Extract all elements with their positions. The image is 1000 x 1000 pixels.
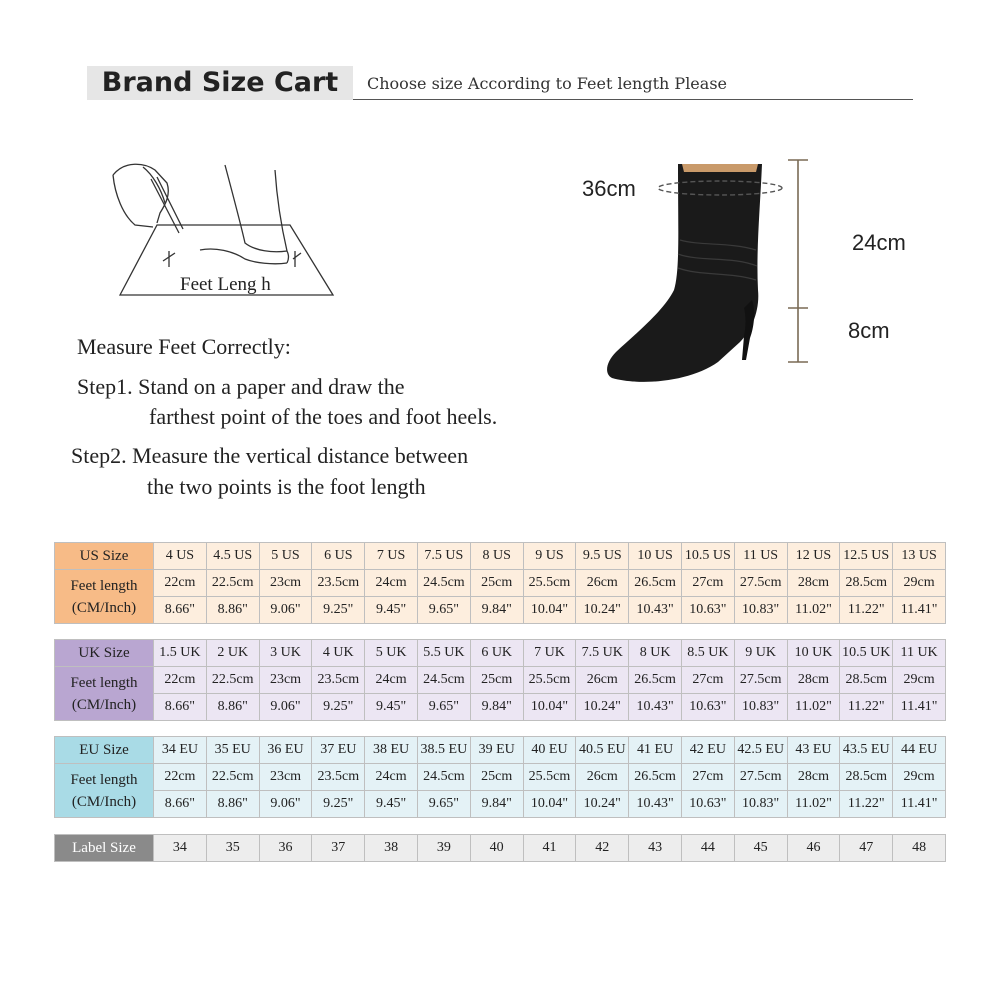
us-inch-cell: 10.63" (681, 597, 734, 624)
uk-size-cell: 9 UK (734, 640, 787, 667)
us-inch-cell: 9.06" (259, 597, 312, 624)
uk-cm-row (55, 667, 946, 694)
uk-cm-cell: 27cm (681, 667, 734, 694)
eu-size-cell: 36 EU (259, 737, 312, 764)
us-inch-cell: 8.66" (154, 597, 207, 624)
step1-line2: farthest point of the toes and foot heels. (149, 404, 498, 429)
eu-cm-cell: 29cm (893, 764, 946, 791)
uk-size-header: UK Size (55, 640, 154, 667)
us-cm-cell: 29cm (893, 570, 946, 597)
eu-size-cell: 42 EU (681, 737, 734, 764)
uk-size-cell: 5.5 UK (417, 640, 470, 667)
us-inch-cell: 10.24" (576, 597, 629, 624)
eu-size-cell: 35 EU (206, 737, 259, 764)
eu-size-cell: 43.5 EU (840, 737, 893, 764)
label-size-cell: 39 (417, 835, 470, 862)
eu-inch-cell: 9.45" (365, 791, 418, 818)
uk-inch-cell: 10.24" (576, 694, 629, 721)
uk-cm-cell: 25.5cm (523, 667, 576, 694)
us-size-cell: 10.5 US (681, 543, 734, 570)
us-cm-cell: 24.5cm (417, 570, 470, 597)
eu-cm-cell: 25.5cm (523, 764, 576, 791)
uk-cm-cell: 22cm (154, 667, 207, 694)
us-size-cell: 7.5 US (417, 543, 470, 570)
label-size-cell: 44 (681, 835, 734, 862)
us-inch-cell: 8.86" (206, 597, 259, 624)
eu-size-cell: 34 EU (154, 737, 207, 764)
eu-cm-cell: 24cm (365, 764, 418, 791)
us-size-cell: 4 US (154, 543, 207, 570)
header (87, 66, 913, 102)
us-size-cell: 9.5 US (576, 543, 629, 570)
eu-inch-cell: 8.66" (154, 791, 207, 818)
us-size-cell: 9 US (523, 543, 576, 570)
us-size-cell: 12.5 US (840, 543, 893, 570)
label-size-cell: 34 (154, 835, 207, 862)
measure-title: Measure Feet Correctly: (77, 334, 291, 359)
uk-cm-cell: 28cm (787, 667, 840, 694)
eu-inch-cell: 11.22" (840, 791, 893, 818)
us-inch-cell: 11.02" (787, 597, 840, 624)
uk-inch-cell: 9.84" (470, 694, 523, 721)
uk-cm-cell: 22.5cm (206, 667, 259, 694)
eu-inch-cell: 10.04" (523, 791, 576, 818)
uk-inch-cell: 9.45" (365, 694, 418, 721)
us-size-cell: 8 US (470, 543, 523, 570)
label-size-cell: 40 (470, 835, 523, 862)
feet-length-caption: Feet Leng h (180, 274, 271, 295)
step2-line2: the two points is the foot length (147, 474, 426, 499)
uk-size-cell: 11 UK (893, 640, 946, 667)
us-cm-cell: 26cm (576, 570, 629, 597)
feet-length-label: Feet length (70, 577, 138, 594)
uk-size-table (54, 639, 946, 721)
uk-size-row (55, 640, 946, 667)
uk-size-cell: 10.5 UK (840, 640, 893, 667)
uk-inch-cell: 11.22" (840, 694, 893, 721)
us-inch-cell: 10.83" (734, 597, 787, 624)
eu-cm-cell: 22.5cm (206, 764, 259, 791)
us-cm-cell: 27cm (681, 570, 734, 597)
uk-cm-cell: 26.5cm (629, 667, 682, 694)
uk-cm-cell: 23cm (259, 667, 312, 694)
eu-size-cell: 38.5 EU (417, 737, 470, 764)
us-size-header: US Size (55, 543, 154, 570)
eu-inch-cell: 11.41" (893, 791, 946, 818)
uk-feet-length-header (55, 667, 154, 721)
label-size-cell: 42 (576, 835, 629, 862)
eu-cm-cell: 25cm (470, 764, 523, 791)
brand-title: Brand Size Cart (87, 66, 353, 100)
header-underline (353, 99, 913, 100)
us-size-cell: 4.5 US (206, 543, 259, 570)
eu-inch-cell: 9.84" (470, 791, 523, 818)
us-cm-cell: 28cm (787, 570, 840, 597)
eu-size-cell: 43 EU (787, 737, 840, 764)
step2-line1: Step2. Measure the vertical distance between (71, 443, 469, 468)
uk-size-cell: 1.5 UK (154, 640, 207, 667)
uk-inch-cell: 11.02" (787, 694, 840, 721)
uk-inch-cell: 9.25" (312, 694, 365, 721)
uk-size-cell: 6 UK (470, 640, 523, 667)
us-inch-cell: 11.41" (893, 597, 946, 624)
uk-inch-cell: 10.04" (523, 694, 576, 721)
us-inch-cell: 10.04" (523, 597, 576, 624)
us-inch-cell: 9.45" (365, 597, 418, 624)
us-cm-cell: 22cm (154, 570, 207, 597)
heel-height-label: 8cm (848, 318, 890, 343)
feet-length-label: Feet length (70, 771, 138, 788)
eu-cm-cell: 22cm (154, 764, 207, 791)
us-cm-cell: 24cm (365, 570, 418, 597)
eu-size-table (54, 736, 946, 818)
uk-cm-cell: 28.5cm (840, 667, 893, 694)
uk-cm-cell: 27.5cm (734, 667, 787, 694)
us-size-cell: 6 US (312, 543, 365, 570)
eu-cm-cell: 26.5cm (629, 764, 682, 791)
uk-size-cell: 4 UK (312, 640, 365, 667)
us-cm-cell: 27.5cm (734, 570, 787, 597)
eu-inch-cell: 9.25" (312, 791, 365, 818)
eu-cm-cell: 23.5cm (312, 764, 365, 791)
label-size-cell: 41 (523, 835, 576, 862)
eu-inch-cell: 10.43" (629, 791, 682, 818)
us-cm-cell: 23cm (259, 570, 312, 597)
us-inch-cell: 9.25" (312, 597, 365, 624)
uk-inch-cell: 8.86" (206, 694, 259, 721)
label-size-table (54, 834, 946, 862)
us-cm-cell: 25.5cm (523, 570, 576, 597)
label-size-cell: 47 (840, 835, 893, 862)
foot-drawing-icon (105, 155, 340, 305)
us-cm-row (55, 570, 946, 597)
uk-inch-row (55, 694, 946, 721)
header-subtitle: Choose size According to Feet length Please (367, 74, 727, 93)
cm-inch-label: (CM/Inch) (71, 793, 137, 810)
us-inch-row (55, 597, 946, 624)
shaft-height-label: 24cm (852, 230, 906, 255)
uk-cm-cell: 25cm (470, 667, 523, 694)
uk-inch-cell: 10.63" (681, 694, 734, 721)
uk-size-cell: 8 UK (629, 640, 682, 667)
uk-size-cell: 7.5 UK (576, 640, 629, 667)
eu-size-cell: 41 EU (629, 737, 682, 764)
eu-cm-cell: 24.5cm (417, 764, 470, 791)
eu-inch-cell: 10.83" (734, 791, 787, 818)
uk-size-cell: 5 UK (365, 640, 418, 667)
uk-size-cell: 3 UK (259, 640, 312, 667)
us-cm-cell: 22.5cm (206, 570, 259, 597)
eu-size-cell: 37 EU (312, 737, 365, 764)
eu-size-cell: 42.5 EU (734, 737, 787, 764)
label-size-cell: 48 (893, 835, 946, 862)
label-size-cell: 35 (206, 835, 259, 862)
eu-cm-cell: 28.5cm (840, 764, 893, 791)
eu-inch-cell: 11.02" (787, 791, 840, 818)
eu-inch-cell: 9.65" (417, 791, 470, 818)
uk-inch-cell: 11.41" (893, 694, 946, 721)
us-size-cell: 5 US (259, 543, 312, 570)
eu-cm-cell: 27.5cm (734, 764, 787, 791)
eu-inch-row (55, 791, 946, 818)
us-size-cell: 13 US (893, 543, 946, 570)
feet-length-label: Feet length (70, 674, 138, 691)
eu-cm-cell: 27cm (681, 764, 734, 791)
eu-size-cell: 39 EU (470, 737, 523, 764)
us-size-cell: 10 US (629, 543, 682, 570)
uk-size-cell: 8.5 UK (681, 640, 734, 667)
uk-size-cell: 7 UK (523, 640, 576, 667)
eu-cm-cell: 23cm (259, 764, 312, 791)
us-cm-cell: 25cm (470, 570, 523, 597)
eu-size-cell: 40.5 EU (576, 737, 629, 764)
uk-inch-cell: 10.43" (629, 694, 682, 721)
eu-feet-length-header (55, 764, 154, 818)
uk-size-cell: 2 UK (206, 640, 259, 667)
eu-size-cell: 40 EU (523, 737, 576, 764)
uk-cm-cell: 24cm (365, 667, 418, 694)
uk-cm-cell: 23.5cm (312, 667, 365, 694)
eu-size-cell: 44 EU (893, 737, 946, 764)
cm-inch-label: (CM/Inch) (71, 599, 137, 616)
label-size-header: Label Size (55, 835, 154, 862)
eu-size-header: EU Size (55, 737, 154, 764)
label-size-cell: 38 (365, 835, 418, 862)
us-inch-cell: 9.65" (417, 597, 470, 624)
us-size-cell: 11 US (734, 543, 787, 570)
us-size-cell: 7 US (365, 543, 418, 570)
us-inch-cell: 11.22" (840, 597, 893, 624)
label-size-cell: 45 (734, 835, 787, 862)
us-inch-cell: 10.43" (629, 597, 682, 624)
us-cm-cell: 23.5cm (312, 570, 365, 597)
circumference-label: 36cm (582, 176, 636, 201)
uk-inch-cell: 9.06" (259, 694, 312, 721)
uk-cm-cell: 24.5cm (417, 667, 470, 694)
uk-size-cell: 10 UK (787, 640, 840, 667)
uk-inch-cell: 8.66" (154, 694, 207, 721)
uk-cm-cell: 29cm (893, 667, 946, 694)
eu-inch-cell: 10.63" (681, 791, 734, 818)
foot-measure-illustration (105, 155, 340, 305)
uk-inch-cell: 10.83" (734, 694, 787, 721)
eu-cm-row (55, 764, 946, 791)
eu-cm-cell: 26cm (576, 764, 629, 791)
label-size-row (55, 835, 946, 862)
us-size-cell: 12 US (787, 543, 840, 570)
us-feet-length-header (55, 570, 154, 624)
eu-cm-cell: 28cm (787, 764, 840, 791)
eu-inch-cell: 8.86" (206, 791, 259, 818)
us-inch-cell: 9.84" (470, 597, 523, 624)
label-size-cell: 46 (787, 835, 840, 862)
eu-size-cell: 38 EU (365, 737, 418, 764)
label-size-cell: 36 (259, 835, 312, 862)
us-size-row (55, 543, 946, 570)
eu-inch-cell: 10.24" (576, 791, 629, 818)
eu-inch-cell: 9.06" (259, 791, 312, 818)
label-size-cell: 43 (629, 835, 682, 862)
us-size-table (54, 542, 946, 624)
uk-cm-cell: 26cm (576, 667, 629, 694)
cm-inch-label: (CM/Inch) (71, 696, 137, 713)
label-size-cell: 37 (312, 835, 365, 862)
eu-size-row (55, 737, 946, 764)
step1-line1: Step1. Stand on a paper and draw the (77, 374, 405, 399)
us-cm-cell: 28.5cm (840, 570, 893, 597)
uk-inch-cell: 9.65" (417, 694, 470, 721)
us-cm-cell: 26.5cm (629, 570, 682, 597)
